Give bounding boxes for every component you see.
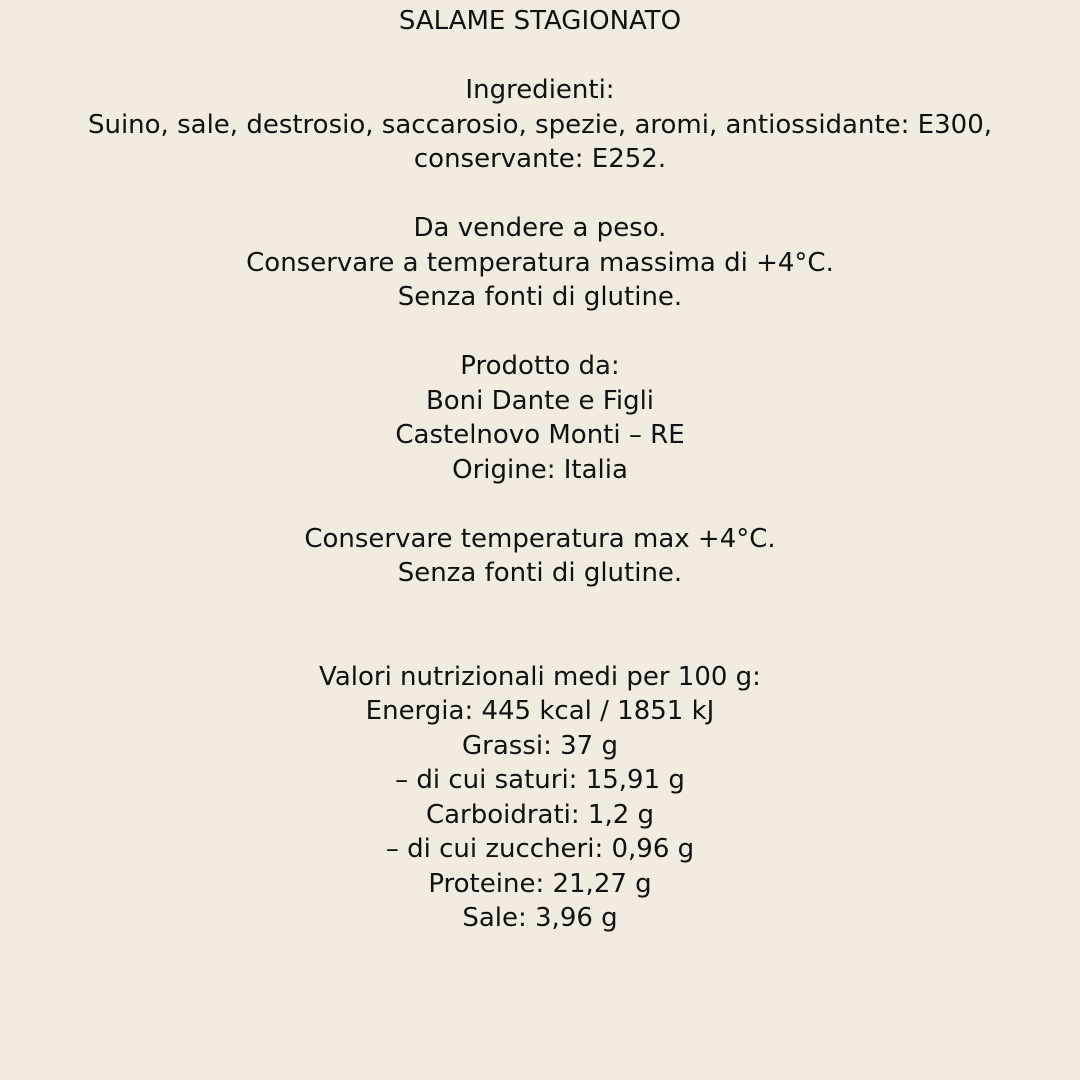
producer-name: Boni Dante e Figli — [425, 385, 655, 416]
spacer — [0, 315, 1080, 350]
spacer — [0, 177, 1080, 212]
ingredients-line-1: Suino, sale, destrosio, saccarosio, spezie, aromi, antiossidante: E300, — [87, 109, 993, 140]
product-label — [0, 4, 1080, 936]
product-title: SALAME STAGIONATO — [398, 6, 682, 36]
nutrition-carbohydrates: Carboidrati: 1,2 g — [425, 799, 655, 830]
nutrition-fat: Grassi: 37 g — [462, 730, 618, 761]
producer-location: Castelnovo Monti – RE — [395, 420, 685, 450]
gluten-note: Senza fonti di glutine. — [397, 282, 683, 312]
ingredients-heading: Ingredienti: — [465, 75, 615, 105]
nutrition-energy: Energia: 445 kcal / 1851 kJ — [365, 696, 715, 726]
nutrition-heading: Valori nutrizionali medi per 100 g: — [319, 661, 761, 692]
storage-note-repeat: Conservare temperatura max +4°C. — [304, 523, 776, 554]
nutrition-protein: Proteine: 21,27 g — [428, 868, 652, 899]
nutrition-saturates: – di cui saturi: 15,91 g — [395, 765, 685, 795]
spacer — [0, 487, 1080, 522]
spacer — [0, 591, 1080, 660]
storage-note: Conservare a temperatura massima di +4°C. — [246, 247, 834, 278]
nutrition-salt: Sale: 3,96 g — [462, 903, 618, 933]
spacer — [0, 39, 1080, 74]
ingredients-line-2: conservante: E252. — [413, 144, 667, 174]
nutrition-sugars: – di cui zuccheri: 0,96 g — [385, 834, 695, 864]
gluten-note-repeat: Senza fonti di glutine. — [397, 558, 683, 588]
weight-note: Da vendere a peso. — [413, 213, 667, 243]
producer-origin: Origine: Italia — [452, 454, 628, 485]
producer-heading: Prodotto da: — [460, 351, 620, 381]
